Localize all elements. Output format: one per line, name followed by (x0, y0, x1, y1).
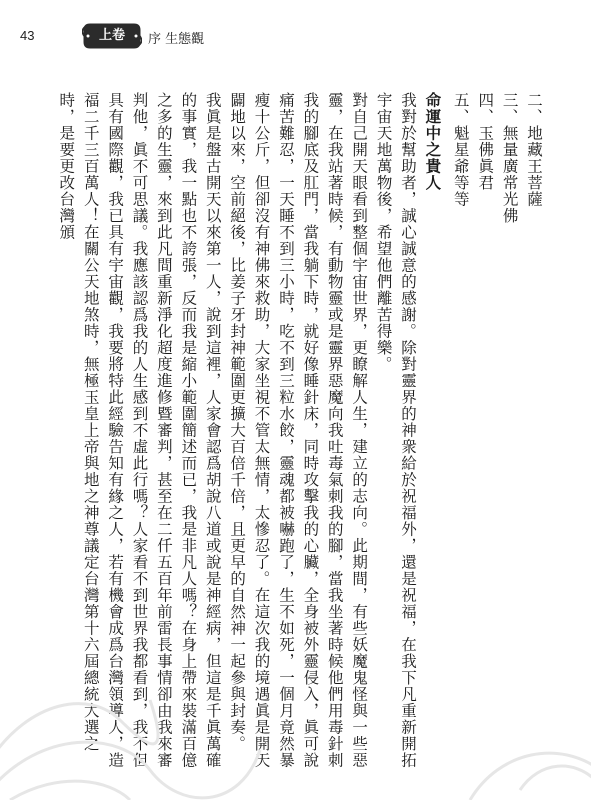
page-number: 43 (20, 28, 35, 43)
list-item: 二、地藏王菩薩 (525, 92, 543, 208)
body-text (54, 92, 546, 772)
volume-badge-label: 上卷 (98, 28, 125, 43)
list-item: 四、玉佛眞君 (476, 92, 495, 191)
list-item: 五、魁星爺等等 (451, 92, 470, 208)
paragraph: 我對於幫助者，誠心誠意的感謝。除對靈界的神衆給於祝福外，還是祝福，在我下凡重新開拓宇宙天地萬物後，希望他們離苦得樂。 (374, 92, 417, 769)
list-item: 三、無量廣常光佛 (500, 92, 519, 224)
volume-badge (82, 22, 142, 50)
section-title: 序 生態觀 (148, 32, 205, 47)
paragraph: 對自己開天眼看到整個宇宙世界，更瞭解人生，建立的志向。此期間，有些妖魔鬼怪與一些惡靈，在我站著時候，有動物靈或是靈界惡魔向我吐毒氣刺我的腳，當我坐著時候他們用毒針刺我的腳底及肛門，當我躺下時，就好像睡針床，同時攻擊我的心臟，全身被外靈侵入，眞可說痛苦難忍，一天睡不到三小時，吃不到三粒水餃，靈魂都被嚇跑了，生不如死，一個月竟然暴瘦十公斤，但卻沒有神佛來救助，大家坐視不管太無情，太慘忍了。在這次我的境遇眞是開天闢地以來，空前絕後，比姜子牙封神範圍更擴大百倍千倍，且更早的自然神一起參與封奏。 (228, 92, 369, 769)
paragraph: 我眞是盤古開天以來第一人，說到這裡，人家會認爲胡說八道或說是神經病，但這是千眞萬確的事實，我一點也不誇張，反而我是縮小範圍簡述而已，我是非凡人嗎？在身上帶來裝滿百億之多的生靈，來到此凡間重新淨化超度進修暨審判，甚至在二仟五百年前雷長事情卻由我來審判他，眞不可思議。我應該認爲我的人生感到不虛此行嗎？人家看不到世界我都看到，我不但具有國際觀，我已具有宇宙觀，我要將特此經驗告知有緣之人，若有機會成爲台灣領導人，造福二千三百萬人！在關公天地煞時，無極玉皇上帝與地之神尊議定台灣第十六屆總統大選之時，是要更改台灣頒 (57, 92, 222, 769)
section-heading: 命運中之貴人 (423, 92, 442, 191)
